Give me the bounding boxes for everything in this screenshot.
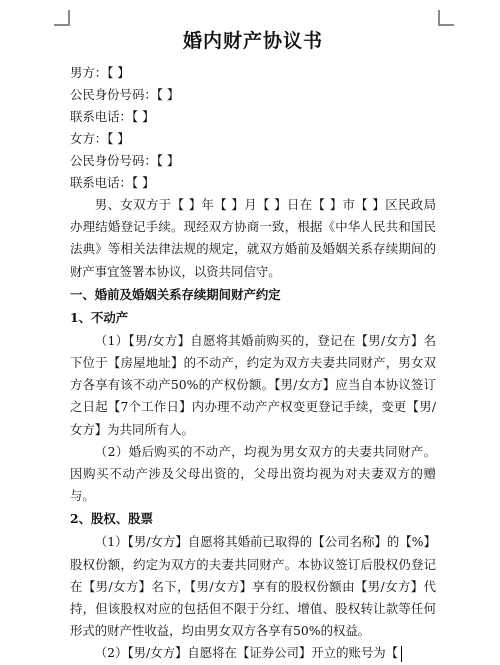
husband-phone-line: 联系电话：【 】: [70, 109, 155, 124]
real-estate-clause-2: （2）婚后购买的不动产，均视为男女双方的夫妻共同财产。因购买不动产涉及父母出资的，父母出资均视为对夫妻双方的赠与。: [70, 443, 436, 504]
equity-clause-2-text: （2）【男/女方】自愿将在【证券公司】开立的账号为【: [94, 645, 399, 661]
subsection-heading-real-estate: 1、不动产: [70, 309, 129, 325]
document-title: 婚内财产协议书: [182, 30, 323, 52]
document-page: [70, 28, 436, 665]
real-estate-clause-1: （1）【男/女方】自愿将其婚前购买的，登记在【男/女方】名下位于【房屋地址】的不动产，约定为双方夫妻共同财产，男女双方各享有该不动产50%的产权份额。【男/女方】应当自本协议签订之日起【7个工作日】内办理不动产产权变更登记手续，变更【男/女方】为共同所有人。: [70, 332, 436, 437]
wife-phone-line: 联系电话：【 】: [70, 175, 155, 190]
wife-id-line: 公民身份号码：【 】: [70, 153, 180, 168]
wife-name-line: 女方：【 】: [70, 131, 130, 146]
text-cursor: [401, 646, 402, 662]
husband-id-line: 公民身份号码：【 】: [70, 87, 180, 102]
subsection-heading-equity: 2、股权、股票: [70, 511, 153, 527]
intro-paragraph: 男、女双方于【 】年【 】月【 】日在【 】市【 】区民政局办理结婚登记手续。现经双方协商一致，根据《中华人民共和国民法典》等相关法律法规的规定，就双方婚前及婚姻关系存续期间的财产事宜签署本协议，以资共同信守。: [70, 197, 436, 279]
equity-clause-2[interactable]: [70, 642, 436, 664]
equity-clause-1: （1）【男/女方】自愿将其婚前已取得的【公司名称】的【%】股权份额，约定为双方的夫妻共同财产。本协议签订后股权仍登记在【男/女方】名下，【男/女方】享有的股权份额由【男/女方】代持，但该股权对应的包括但不限于分红、增值、股权转让款等任何形式的财产性收益，均由男女双方各享有50%的权益。: [70, 534, 436, 639]
section-heading-1: 一、婚前及婚姻关系存续期间财产约定: [70, 286, 281, 302]
husband-name-line: 男方：【 】: [70, 65, 130, 80]
crop-mark-top-left: [54, 10, 70, 26]
crop-mark-top-right: [438, 10, 454, 26]
